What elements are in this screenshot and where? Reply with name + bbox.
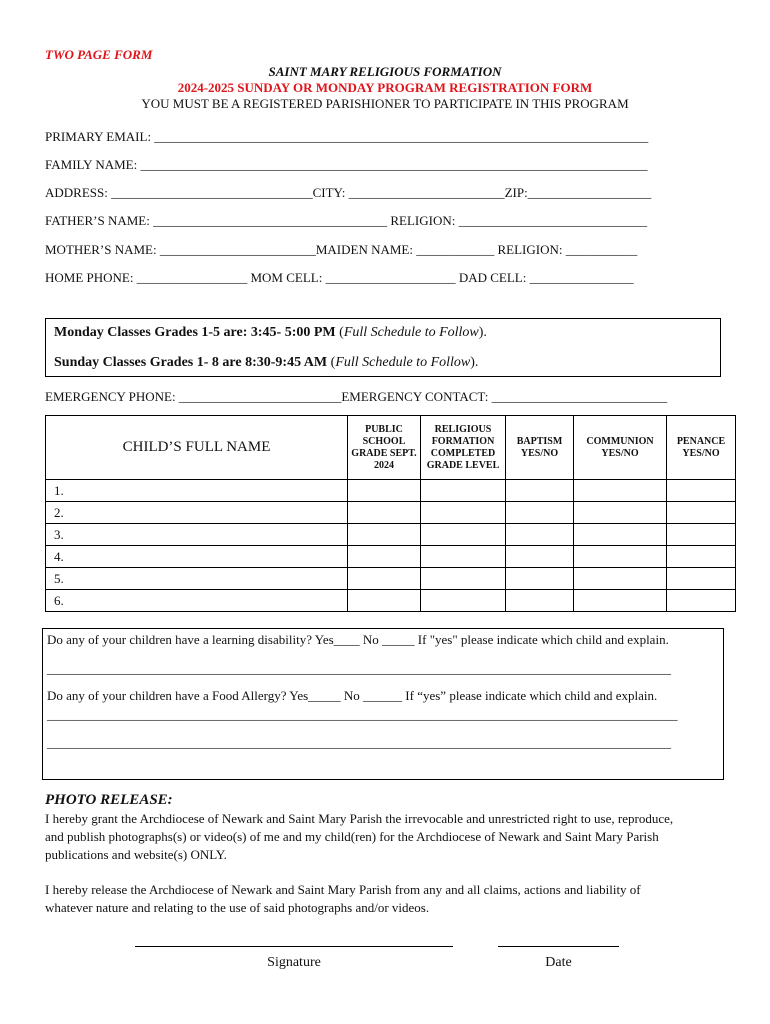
- signature-line[interactable]: [135, 946, 453, 947]
- father-field[interactable]: FATHER’S NAME: ____________________________________ RELIGION: _____________________________: [45, 213, 648, 228]
- child-name-cell[interactable]: 3.: [46, 524, 348, 546]
- communion-header: COMMUNION YES/NO: [574, 416, 667, 480]
- baptism-cell[interactable]: [506, 590, 574, 612]
- baptism-cell[interactable]: [506, 568, 574, 590]
- email-field[interactable]: PRIMARY EMAIL: ____________________________________________________________________________: [45, 129, 649, 144]
- communion-cell[interactable]: [574, 590, 667, 612]
- table-header-row: [46, 416, 736, 480]
- signature-label: Signature: [267, 955, 321, 970]
- grade-cell[interactable]: [348, 524, 421, 546]
- communion-cell[interactable]: [574, 502, 667, 524]
- penance-cell[interactable]: [667, 546, 736, 568]
- rf-level-cell[interactable]: [421, 568, 506, 590]
- penance-header: PENANCE YES/NO: [667, 416, 736, 480]
- address-field[interactable]: ADDRESS: _______________________________CITY: ________________________ZIP:___________________: [45, 185, 652, 200]
- grade-cell[interactable]: [348, 546, 421, 568]
- learning-disability-question[interactable]: Do any of your children have a learning disability? Yes____ No _____ If "yes" please indicate which child and explain.: [47, 632, 669, 647]
- photo-release-p1-line2: and publish photographs(s) or video(s) of me and my child(ren) for the Archdiocese of Newark and Saint Mary Parish: [45, 829, 659, 844]
- photo-release-p1-line3: publications and website(s) ONLY.: [45, 847, 227, 862]
- penance-cell[interactable]: [667, 480, 736, 502]
- food-allergy-question[interactable]: Do any of your children have a Food Allergy? Yes_____ No ______ If “yes” please indicate which child and explain.: [47, 688, 658, 703]
- org-title: SAINT MARY RELIGIOUS FORMATION: [268, 64, 502, 79]
- photo-release-p2-line2: whatever nature and relating to the use of said photographs and/or videos.: [45, 900, 430, 915]
- rf-level-cell[interactable]: [421, 546, 506, 568]
- communion-cell[interactable]: [574, 480, 667, 502]
- grade-cell[interactable]: [348, 480, 421, 502]
- table-row: [46, 524, 736, 546]
- grade-cell[interactable]: [348, 568, 421, 590]
- photo-release-title: PHOTO RELEASE:: [45, 792, 173, 808]
- child-name-cell[interactable]: 5.: [46, 568, 348, 590]
- rf-level-cell[interactable]: [421, 524, 506, 546]
- program-title: 2024-2025 SUNDAY OR MONDAY PROGRAM REGISTRATION FORM: [177, 80, 593, 95]
- sunday-note: Full Schedule to Follow: [335, 355, 471, 370]
- child-name-cell[interactable]: 2.: [46, 502, 348, 524]
- table-row: [46, 502, 736, 524]
- monday-times: Monday Classes Grades 1-5 are: 3:45- 5:00 PM: [54, 325, 336, 340]
- baptism-cell[interactable]: [506, 524, 574, 546]
- grade-cell[interactable]: [348, 590, 421, 612]
- allergy-explain-line-1[interactable]: _________________________________________________________________________________________________: [47, 707, 678, 722]
- penance-cell[interactable]: [667, 502, 736, 524]
- child-name-cell[interactable]: 1.: [46, 480, 348, 502]
- monday-schedule: Monday Classes Grades 1-5 are: 3:45- 5:00 PM (Full Schedule to Follow).: [54, 325, 487, 340]
- child-name-cell[interactable]: 4.: [46, 546, 348, 568]
- table-row: [46, 568, 736, 590]
- sunday-times: Sunday Classes Grades 1- 8 are 8:30-9:45 AM: [54, 355, 328, 370]
- allergy-explain-line-2[interactable]: ________________________________________________________________________________________________: [47, 735, 671, 750]
- date-label: Date: [545, 955, 572, 970]
- communion-cell[interactable]: [574, 546, 667, 568]
- sunday-schedule: Sunday Classes Grades 1- 8 are 8:30-9:45 AM (Full Schedule to Follow).: [54, 355, 479, 370]
- monday-note: Full Schedule to Follow: [343, 325, 479, 340]
- learning-explain-line[interactable]: ________________________________________________________________________________________________: [47, 661, 671, 676]
- parishioner-notice: YOU MUST BE A REGISTERED PARISHIONER TO PARTICIPATE IN THIS PROGRAM: [141, 96, 629, 111]
- photo-release-p1-line1: I hereby grant the Archdiocese of Newark and Saint Mary Parish the irrevocable and unrestricted right to use, reproduce,: [45, 811, 674, 826]
- questions-box: [42, 628, 724, 780]
- two-page-label: TWO PAGE FORM: [45, 47, 153, 62]
- baptism-header: BAPTISM YES/NO: [506, 416, 574, 480]
- baptism-cell[interactable]: [506, 480, 574, 502]
- penance-cell[interactable]: [667, 524, 736, 546]
- phones-field[interactable]: HOME PHONE: _________________ MOM CELL: ____________________ DAD CELL: ________________: [45, 270, 634, 285]
- grade-cell[interactable]: [348, 502, 421, 524]
- penance-cell[interactable]: [667, 590, 736, 612]
- baptism-cell[interactable]: [506, 502, 574, 524]
- penance-cell[interactable]: [667, 568, 736, 590]
- baptism-cell[interactable]: [506, 546, 574, 568]
- emergency-field[interactable]: EMERGENCY PHONE: _________________________EMERGENCY CONTACT: ___________________________: [45, 389, 668, 404]
- communion-cell[interactable]: [574, 568, 667, 590]
- family-name-field[interactable]: FAMILY NAME: ______________________________________________________________________________: [45, 157, 648, 172]
- table-row: [46, 546, 736, 568]
- children-table: [45, 415, 736, 612]
- child-name-header: CHILD’S FULL NAME: [46, 416, 348, 480]
- rf-level-cell[interactable]: [421, 502, 506, 524]
- public-school-header: PUBLIC SCHOOL GRADE SEPT. 2024: [348, 416, 421, 480]
- rf-level-cell[interactable]: [421, 480, 506, 502]
- table-row: [46, 590, 736, 612]
- communion-cell[interactable]: [574, 524, 667, 546]
- photo-release-p2-line1: I hereby release the Archdiocese of Newark and Saint Mary Parish from any and all claims, actions and liability of: [45, 882, 641, 897]
- child-name-cell[interactable]: 6.: [46, 590, 348, 612]
- religious-formation-header: RELIGIOUS FORMATION COMPLETED GRADE LEVEL: [421, 416, 506, 480]
- rf-level-cell[interactable]: [421, 590, 506, 612]
- mother-field[interactable]: MOTHER’S NAME: ________________________MAIDEN NAME: ____________ RELIGION: ___________: [45, 242, 638, 257]
- table-row: [46, 480, 736, 502]
- date-line[interactable]: [498, 946, 619, 947]
- schedule-box: [45, 318, 721, 377]
